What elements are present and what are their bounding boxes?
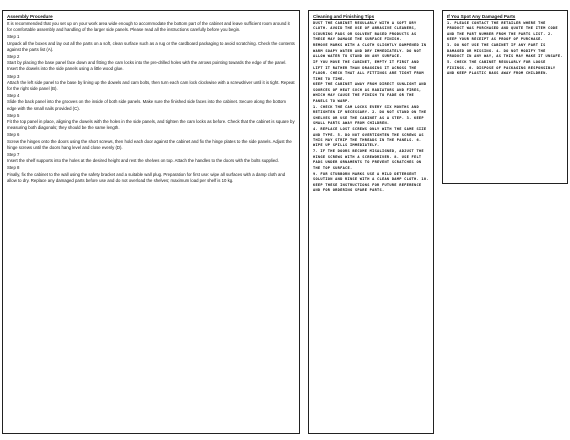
paragraph: DUST THE CABINET REGULARLY WITH A SOFT DRY CLOTH. AVOID THE USE OF ABRASIVE CLEANERS, SCOURING PADS OR SOLVENT BASED PRODUCTS AS THESE MAY DAMAGE THE SURFACE FINISH. [313, 21, 417, 42]
column-1-heading: Assembly Procedure [7, 14, 53, 19]
column-3-body [447, 21, 563, 77]
step-title: Step 8 [7, 165, 20, 171]
paragraph: KEEP THE CABINET AWAY FROM DIRECT SUNLIGHT AND SOURCES OF HEAT SUCH AS RADIATORS AND FIRES, WHICH MAY CAUSE THE FINISH TO FADE OR THE PANELS TO WARP. [313, 82, 427, 103]
column-3-heading: If You Spot Any Damaged Parts [447, 14, 516, 19]
paragraph: Finally, fix the cabinet to the wall using the safety bracket and a suitable wall plug. Preparation for first use: wipe all surfaces with a damp cloth and allow to dry. Replace any damaged parts before use and do not overload the shelves; maximum load per shelf is 10 kg. [7, 171, 286, 183]
paragraph: Slide the back panel into the grooves on the inside of both side panels. Make sure the finished side faces into the cabinet. Secure along the bottom edge with the small nails provided (C). [7, 99, 286, 111]
paragraph: 1. PLEASE CONTACT THE RETAILER WHERE THE PRODUCT WAS PURCHASED AND QUOTE THE ITEM CODE AND THE PART NUMBER FROM THE PARTS LIST. 2. KEEP YOUR RECEIPT AS PROOF OF PURCHASE. [447, 21, 558, 42]
paragraph: IF YOU MOVE THE CABINET, EMPTY IT FIRST AND LIFT IT RATHER THAN DRAGGING IT ACROSS THE FLOOR. CHECK THAT ALL FITTINGS ARE TIGHT FROM TIME TO TIME. [313, 60, 424, 81]
column-2-body [313, 21, 429, 194]
step-title: Step 3 [7, 73, 20, 79]
column-2-heading: Cleaning and Finishing Tips [313, 14, 375, 19]
paragraph: Screw the hinges onto the doors using the short screws, then hold each door against the cabinet and fix the hinge plates to the side panels. Adjust the hinge screws until the doors hang level and close evenly (D). [7, 138, 292, 150]
cleaning-tips-column [308, 10, 434, 434]
paragraph: Start by placing the base panel face down and fitting the cam locks into the pre-drilled holes with the arrows pointing towards the edge of the panel. Insert the dowels into the side panels using a little wood glue. [7, 60, 287, 72]
paragraph: REMOVE MARKS WITH A CLOTH SLIGHTLY DAMPENED IN WARM SOAPY WATER AND DRY IMMEDIATELY. DO NOT ALLOW WATER TO STAND ON ANY SURFACE. [313, 43, 427, 59]
paragraph: Fit the top panel in place, aligning the dowels with the holes in the side panels, and tighten the cam locks as before. Check that the cabinet is square by measuring both diagonals; they should be the same length. [7, 119, 295, 131]
paragraph: 7. IF THE DOORS BECOME MISALIGNED, ADJUST THE HINGE SCREWS WITH A SCREWDRIVER. 8. USE FELT PADS UNDER ORNAMENTS TO PREVENT SCRATCHES ON THE TOP SURFACE. [313, 149, 424, 170]
step-title: Step 1 [7, 34, 20, 40]
step-title: Step 4 [7, 93, 20, 99]
paragraph: 5. CHECK THE CABINET REGULARLY FOR LOOSE FIXINGS. 6. DISPOSE OF PACKAGING RESPONSIBLY AND KEEP PLASTIC BAGS AWAY FROM CHILDREN. [447, 60, 556, 76]
paragraph: 3. DO NOT USE THE CABINET IF ANY PART IS DAMAGED OR MISSING. 4. DO NOT MODIFY THE PRODUCT IN ANY WAY, AS THIS MAY MAKE IT UNSAFE. [447, 43, 563, 59]
step-title: Step 7 [7, 152, 20, 158]
step-title: Step 2 [7, 54, 20, 60]
column-1-body [7, 21, 295, 184]
assembly-procedure-column [2, 10, 300, 434]
step-title: Step 6 [7, 132, 20, 138]
paragraph: 1. CHECK THE CAM LOCKS EVERY SIX MONTHS AND RETIGHTEN IF NECESSARY. 2. DO NOT STAND ON THE SHELVES OR USE THE CABINET AS A STEP. 3. KEEP SMALL PARTS AWAY FROM CHILDREN. [313, 104, 427, 126]
paragraph: 4. REPLACE LOST SCREWS ONLY WITH THE SAME SIZE AND TYPE. 5. DO NOT OVERTIGHTEN THE SCREWS AS THIS MAY STRIP THE THREADS IN THE PANELS. 6. WIPE UP SPILLS IMMEDIATELY. [313, 127, 427, 148]
paragraph: It is recommended that you set up on your work area wide enough to accommodate the bottom part of the cabinet and leave sufficient room around it for comfortable assembly and handling of the larger side panels. Please read all the instructions carefully before you begin. [7, 21, 290, 33]
paragraph: Insert the shelf supports into the holes at the desired height and rest the shelves on top. Attach the handles to the doors with the bolts supplied. [7, 158, 279, 164]
paragraph: Attach the left side panel to the base by lining up the dowels and cam bolts, then turn each cam lock clockwise with a screwdriver until it is tight. Repeat for the right side panel (B). [7, 79, 295, 92]
paragraph: Unpack all the boxes and lay out all the parts on a soft, clean surface such as a rug or the cardboard packaging to avoid scratching. Check the contents against the parts list (A). [7, 40, 295, 52]
paragraph: 9. FOR STUBBORN MARKS USE A MILD DETERGENT SOLUTION AND RINSE WITH A CLEAN DAMP CLOTH. 10. KEEP THESE INSTRUCTIONS FOR FUTURE REFERENCE AND FOR ORDERING SPARE PARTS. [313, 171, 429, 193]
step-title: Step 5 [7, 112, 20, 118]
damaged-parts-column [442, 10, 568, 184]
